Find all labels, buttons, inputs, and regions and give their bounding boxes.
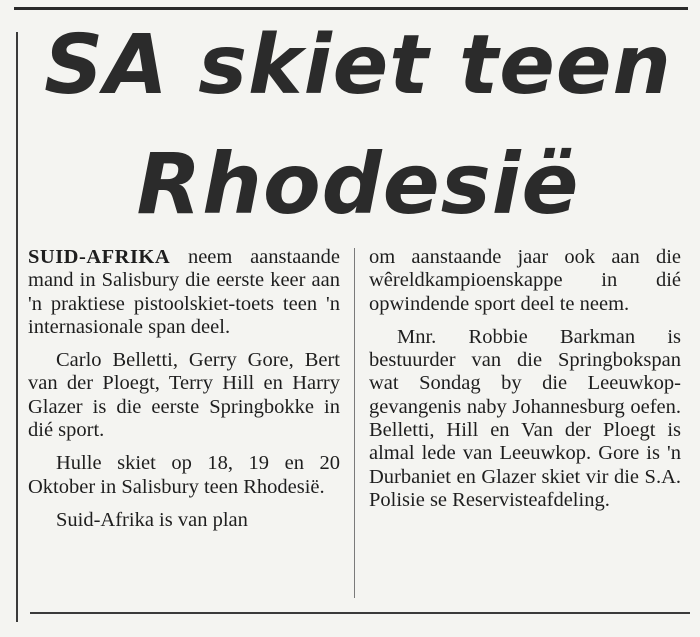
paragraph-5: om aanstaande jaar ook aan die wêreldkampioenskappe in dié opwindende sport deel te neem. <box>369 246 681 315</box>
paragraph-1-text: neem aanstaande mand in Salisbury die eerste keer aan 'n praktiese pistoolskiet-toets teen 'n internasionale span deel. <box>28 246 340 338</box>
paragraph-1 <box>28 246 340 339</box>
paragraph-6: Mnr. Robbie Barkman is bestuurder van die Springbokspan wat Sondag by die Leeuwkop-gevangenis naby Johannesburg oefen. Belletti, Hill en Van der Ploegt is almal lede van Leeuwkop. Gore is 'n Durbaniet en Glazer skiet vir die S.A. Polisie se Reservisteafdeling. <box>369 325 681 511</box>
paragraph-4: Suid-Afrika is van plan <box>56 508 248 531</box>
left-rule <box>16 32 18 622</box>
top-rule <box>14 7 688 10</box>
lead-in: SUID-AFRIKA <box>28 246 171 268</box>
paragraph-3: Hulle skiet op 18, 19 en 20 Oktober in Salisbury teen Rhodesië. <box>28 452 340 498</box>
headline-line-1: SA skiet teen <box>44 18 672 113</box>
left-column <box>28 246 340 542</box>
right-column <box>369 246 681 522</box>
paragraph-2: Carlo Belletti, Gerry Gore, Bert van der Ploegt, Terry Hill en Harry Glazer is die eerste Springbokke in dié sport. <box>28 349 340 442</box>
bottom-rule <box>30 612 690 614</box>
headline-line-2: Rhodesië <box>136 135 580 233</box>
column-divider <box>354 248 355 598</box>
